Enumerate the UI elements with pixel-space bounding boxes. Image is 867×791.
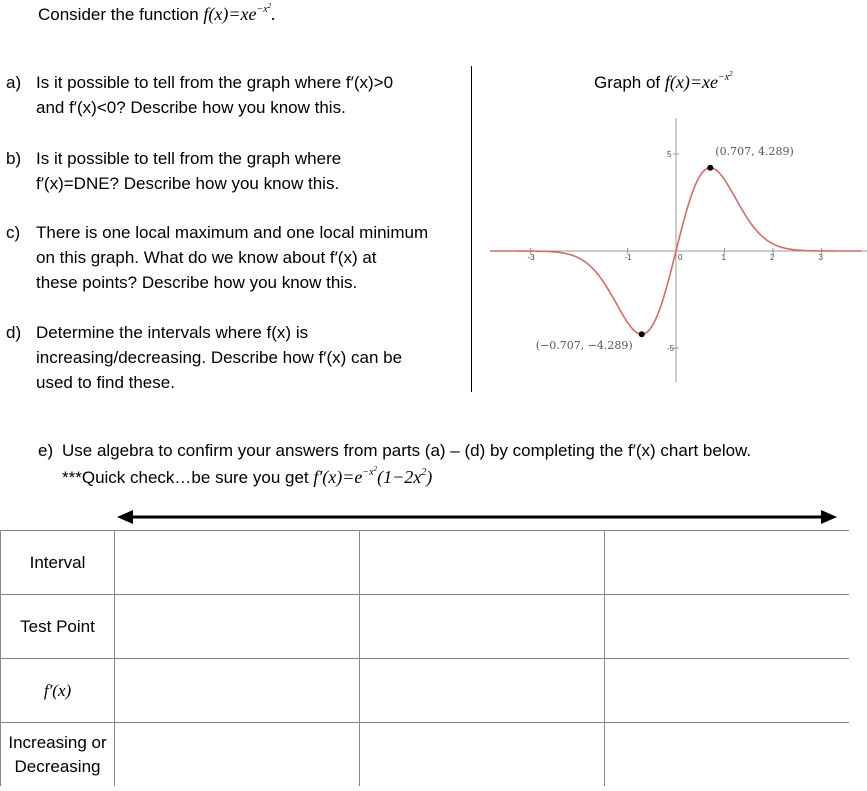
row-header-text: Test Point <box>20 616 95 636</box>
graph-title-exp-sq: 2 <box>729 70 733 78</box>
derivative-base: f′(x)=e <box>313 467 363 487</box>
page-title <box>38 4 276 25</box>
title-end: . <box>271 4 276 24</box>
local-min-point <box>639 331 645 337</box>
x-tick-label: -1 <box>624 253 632 262</box>
local-min-label: (−0.707, −4.289) <box>535 339 633 353</box>
derivative-tail: (1−2x <box>377 467 422 487</box>
question-line: Is it possible to tell from the graph where <box>36 149 342 168</box>
part-e-line2: ***Quick check…be sure you get <box>62 468 314 487</box>
row-header-inc-dec <box>1 723 115 787</box>
part-e-line1: Use algebra to confirm your answers from parts (a) – (d) by completing the f′(x) chart below. <box>62 441 752 460</box>
table-cell[interactable] <box>360 723 605 787</box>
table-cell[interactable] <box>605 659 850 723</box>
local-max-point <box>707 165 713 171</box>
derivative-tail-sq: 2 <box>421 467 427 478</box>
question-label: b) <box>6 149 22 168</box>
question-line: f′(x)=DNE? Describe how you know this. <box>36 174 340 193</box>
derivative-exp-sq: 2 <box>373 465 378 473</box>
derivative-formula <box>313 467 432 487</box>
table-row <box>1 659 850 723</box>
number-line-arrow <box>117 506 837 528</box>
function-graph <box>490 110 867 385</box>
x-tick-label: 3 <box>818 253 823 262</box>
question-line: used to find these. <box>36 373 175 392</box>
y-tick-label: -5 <box>667 344 675 353</box>
question-label: c) <box>6 223 21 242</box>
row-header-derivative <box>1 659 115 723</box>
question-line: and f′(x)<0? Describe how you know this. <box>36 98 346 117</box>
table-row <box>1 723 850 787</box>
y-tick-label: 5 <box>667 150 672 159</box>
question-line: Is it possible to tell from the graph where f′(x)>0 <box>36 73 394 92</box>
title-exp-sq: 2 <box>267 2 272 10</box>
question-b <box>6 146 341 196</box>
local-max-label: (0.707, 4.289) <box>715 144 794 158</box>
question-line: increasing/decreasing. Describe how f′(x) can be <box>36 348 403 367</box>
graph-title-text: Graph of <box>594 73 665 92</box>
table-row <box>1 595 850 659</box>
question-line: these points? Describe how you know this. <box>36 273 358 292</box>
title-function <box>203 4 275 24</box>
x-tick-label: 2 <box>770 253 775 262</box>
question-c <box>6 220 428 295</box>
row-header-text: Interval <box>29 552 86 572</box>
row-header-interval <box>1 531 115 595</box>
column-divider <box>471 66 472 392</box>
x-tick-label: 0 <box>678 253 683 262</box>
table-cell[interactable] <box>360 595 605 659</box>
graph-title-function <box>665 72 733 92</box>
title-text: Consider the function <box>38 5 199 24</box>
x-tick-label: 1 <box>721 253 726 262</box>
question-a <box>6 70 393 120</box>
row-header-text: Increasing or <box>8 732 107 752</box>
derivative-chart <box>0 530 849 786</box>
question-d <box>6 320 402 395</box>
x-tick-label: -3 <box>527 253 535 262</box>
question-line: Determine the intervals where f(x) is <box>36 323 309 342</box>
question-line: on this graph. What do we know about f′(x) at <box>36 248 377 267</box>
table-cell[interactable] <box>360 659 605 723</box>
table-cell[interactable] <box>115 723 360 787</box>
question-label: d) <box>6 323 22 342</box>
table-cell[interactable] <box>605 531 850 595</box>
part-e <box>38 438 751 491</box>
title-exp: −x <box>256 4 268 15</box>
part-e-label: e) <box>38 441 54 460</box>
title-function-base: f(x)=xe <box>203 4 257 24</box>
row-header-text: Decreasing <box>14 756 101 776</box>
derivative-close: ) <box>426 467 433 487</box>
table-cell[interactable] <box>115 659 360 723</box>
derivative-exp: −x <box>362 467 374 478</box>
graph-title-func: f(x)=xe <box>664 72 718 92</box>
table-row <box>1 531 850 595</box>
row-header-test-point <box>1 595 115 659</box>
table-cell[interactable] <box>605 595 850 659</box>
table-cell[interactable] <box>115 595 360 659</box>
table-cell[interactable] <box>605 723 850 787</box>
table-cell[interactable] <box>360 531 605 595</box>
question-label: a) <box>6 73 22 92</box>
question-line: There is one local maximum and one local minimum <box>36 223 429 242</box>
row-header-text: f′(x) <box>43 680 72 700</box>
graph-title <box>594 72 733 93</box>
table-cell[interactable] <box>115 531 360 595</box>
graph-title-exp: −x <box>717 72 730 83</box>
